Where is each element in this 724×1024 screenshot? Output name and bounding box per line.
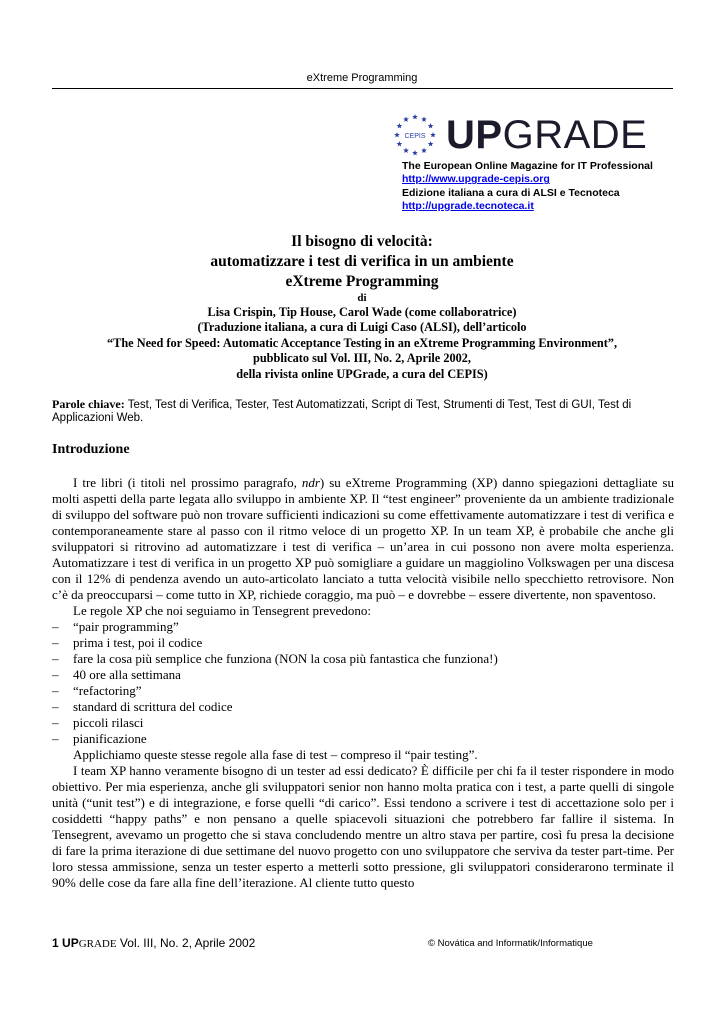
list-item: – piccoli rilasci [52, 715, 144, 730]
title-line-3: eXtreme Programming [285, 273, 439, 290]
running-header: eXtreme Programming [306, 72, 418, 84]
seal-star-icon [428, 141, 434, 146]
list-item: – “refactoring” [52, 683, 142, 698]
list-item: – pianificazione [52, 731, 147, 746]
seal-star-icon [421, 148, 427, 153]
paragraph-4: I team XP hanno veramente bisogno di un tester ad essi dedicato? È difficile per chi fa il tester rispondere in modo obiettivo. Per mia esperienza, anche gli sviluppatori senior non hanno molta pratica con i test, a parte quelli di singole unità (“unit test”) e di integrazione, e forse quelli “di carico”. Essi tendono a scrivere i test di accettazione solo per i cosiddetti “happy paths” e non pensano a quelle spiacevoli situazioni che potrebbero far fallire il sistema. In Tensegrent, avevamo un progetto che si stava concludendo mentre un altro stava per partire, così fu presa la decisione di fare la prima iterazione di due settimane del nuovo progetto con uno sviluppatore che serviva da tester part-time. Per loro stessa ammissione, senza un tester esperto a metterli sotto pressione, gli sviluppatori considerarono terminate il 90% delle cose da fare alla fine dell’iterazione. Al cliente tutto questo [52, 763, 674, 890]
footer-brand-up: UP [62, 936, 79, 950]
keywords-label: Parole chiave: [52, 397, 125, 411]
title-line-1: Il bisogno di velocità: [291, 233, 433, 250]
list-item: – fare la cosa più semplice che funziona (NON la cosa più fantastica che funziona!) [52, 651, 498, 666]
seal-star-icon [403, 116, 409, 121]
translation-note: (Traduzione italiana, a cura di Luigi Caso (ALSI), dell’articolo [197, 320, 527, 335]
upgrade-tecnoteca-link[interactable]: http://upgrade.tecnoteca.it [402, 199, 534, 212]
upgrade-wordmark [446, 114, 647, 156]
byline-di: di [357, 292, 367, 304]
title-block [40, 232, 684, 382]
list-item: – prima i test, poi il codice [52, 635, 203, 650]
page-footer [52, 936, 674, 950]
paragraph-3: Applichiamo queste stesse regole alla fase di test – compreso il “pair testing”. [73, 747, 478, 762]
upgrade-logo [392, 112, 667, 158]
upgrade-cepis-link[interactable]: http://www.upgrade-cepis.org [402, 173, 550, 186]
magazine-info [402, 160, 653, 213]
seal-star-icon [412, 150, 418, 155]
paragraph-1: I tre libri (i titoli nel prossimo paragrafo, ndr) su eXtreme Programming (XP) danno spiegazioni dettagliate su molti aspetti della parte legata allo sviluppo in ambiente XP. Il “test engineer” proveniente da un ambiente tradizionale di sviluppo del software può non trovare sufficienti indicazioni su come effettivamente automatizzare i test di verifica e contemporaneamente stare al passo con il ritmo veloce di un progetto XP. In un team XP, è probabile che anche gli sviluppatori si ritrovino ad automatizzare i test di verifica – un’area in cui possono non avere molta esperienza. Automatizzare i test di verifica in un progetto XP può somigliare a guidare un maggiolino Volkswagen per una discesa con il 12% di pendenza avendo un auto-articolato lanciato a tutta velocità visibile nello specchietto retrovisore. Non c’è da preoccuparsi – come tutto in XP, richiede coraggio, ma può – e dovrebbe – essere divertente, non spaventoso. [52, 475, 674, 602]
seal-star-icon [428, 123, 434, 128]
keywords-text: Test, Test di Verifica, Tester, Test Automatizzati, Script di Test, Strumenti di Test, Test di GUI, Test di Applicazioni Web. [52, 399, 632, 424]
seal-star-icon [412, 114, 418, 119]
header-rule [52, 88, 673, 89]
magazine-tagline: The European Online Magazine for IT Professional [402, 160, 653, 172]
body-text [52, 475, 674, 891]
list-item: – “pair programming” [52, 619, 179, 634]
logo-grade: GRADE [502, 113, 648, 157]
cepis-star-circle-icon [392, 112, 438, 158]
list-item: – standard di scrittura del codice [52, 699, 233, 714]
journal-info: della rivista online UPGrade, a cura del CEPIS) [236, 366, 488, 381]
section-heading: Introduzione [52, 442, 130, 457]
authors: Lisa Crispin, Tip House, Carol Wade (come collaboratrice) [207, 305, 517, 319]
page-number: 1 [52, 936, 59, 950]
paragraph-2: Le regole XP che noi seguiamo in Tensegrent prevedono: [73, 603, 372, 618]
svg-text:CEPIS: CEPIS [404, 133, 426, 140]
footer-brand-grade: GRADE [78, 938, 117, 950]
seal-star-icon [430, 132, 436, 137]
footer-issue [52, 936, 255, 950]
keywords [52, 398, 674, 425]
xp-rules-list [52, 619, 674, 747]
logo-up: UP [446, 113, 503, 157]
list-item: – 40 ore alla settimana [52, 667, 181, 682]
seal-star-icon [403, 148, 409, 153]
italian-edition: Edizione italiana a cura di ALSI e Tecnoteca [402, 186, 620, 199]
seal-star-icon [397, 141, 403, 146]
title-line-2: automatizzare i test di verifica in un ambiente [210, 253, 514, 270]
seal-star-icon [421, 116, 427, 121]
footer-copyright: © Novática and Informatik/Informatique [428, 938, 593, 949]
publication-info: pubblicato sul Vol. III, No. 2, Aprile 2002, [253, 351, 471, 366]
seal-star-icon [394, 132, 400, 137]
original-article-title: “The Need for Speed: Automatic Acceptance Testing in an eXtreme Programming Environment”, [106, 335, 618, 350]
seal-star-icon [397, 123, 403, 128]
footer-issue-text: Vol. III, No. 2, Aprile 2002 [116, 936, 256, 950]
ndr-emphasis: ndr [301, 475, 320, 490]
